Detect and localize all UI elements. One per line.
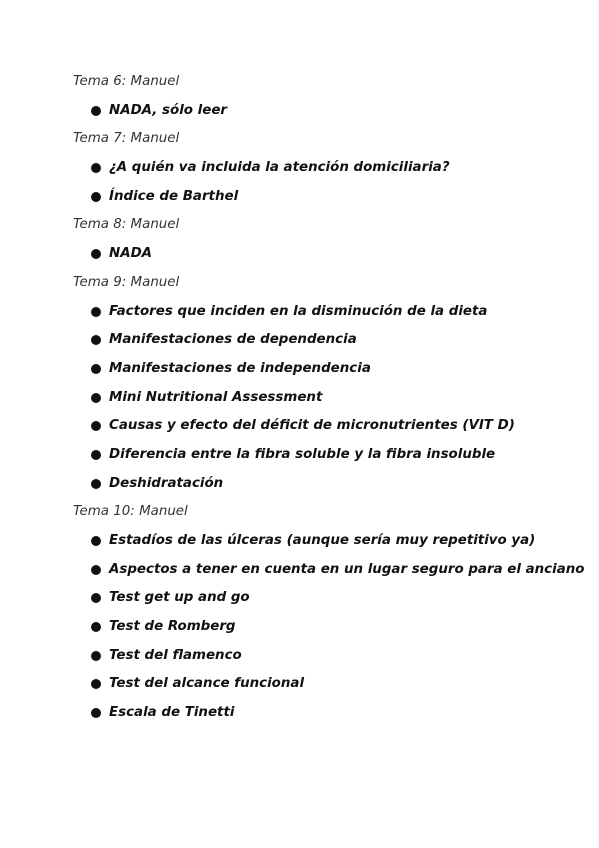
list-item	[73, 244, 573, 273]
section-heading: Tema 9: Manuel	[73, 274, 180, 290]
list-item	[73, 474, 573, 503]
section-heading: Tema 10: Manuel	[73, 504, 188, 520]
bullet-icon	[91, 651, 101, 661]
list-item-text: NADA	[109, 246, 153, 262]
list-item-text: Índice de Barthel	[109, 188, 239, 204]
list-item	[73, 646, 573, 675]
list-item-text: Manifestaciones de independencia	[109, 360, 371, 376]
list-item-text: NADA, sólo leer	[109, 102, 228, 118]
list-item	[73, 330, 573, 359]
list-item	[73, 158, 573, 187]
list-item	[73, 302, 573, 331]
list-item	[73, 617, 573, 646]
list-item-text: Manifestaciones de dependencia	[109, 332, 357, 348]
bullet-icon	[91, 307, 101, 317]
list-item-text: Test del flamenco	[109, 647, 242, 663]
bullet-icon	[91, 335, 101, 345]
bullet-icon	[91, 450, 101, 460]
section-tema-9	[73, 273, 573, 503]
list-item	[73, 674, 573, 703]
section-heading: Tema 8: Manuel	[73, 217, 180, 233]
bullet-icon	[91, 421, 101, 431]
list-item-text: Test de Romberg	[109, 619, 236, 635]
bullet-icon	[91, 565, 101, 575]
list-item-text: Test get up and go	[109, 590, 250, 606]
section-tema-7	[73, 129, 573, 215]
list-item	[73, 445, 573, 474]
bullet-icon	[91, 163, 101, 173]
list-item-text: Aspectos a tener en cuenta en un lugar seguro para el anciano	[109, 561, 585, 577]
section-tema-8	[73, 215, 573, 272]
list-item	[73, 560, 585, 589]
list-item	[73, 531, 573, 560]
list-item-text: Deshidratación	[109, 475, 224, 491]
bullet-list	[73, 101, 573, 130]
list-item	[73, 416, 573, 445]
bullet-icon	[91, 622, 101, 632]
bullet-icon	[91, 192, 101, 202]
bullet-list	[73, 158, 573, 215]
bullet-icon	[91, 708, 101, 718]
bullet-list	[73, 531, 585, 732]
section-tema-10	[73, 502, 585, 732]
bullet-icon	[91, 393, 101, 403]
list-item	[73, 359, 573, 388]
list-item-text: Mini Nutritional Assessment	[109, 389, 323, 405]
section-heading: Tema 7: Manuel	[73, 131, 180, 147]
bullet-icon	[91, 679, 101, 689]
list-item-text: Estadíos de las úlceras (aunque sería muy repetitivo ya)	[109, 533, 536, 548]
bullet-list	[73, 302, 573, 503]
list-item	[73, 388, 573, 417]
bullet-icon	[91, 593, 101, 603]
list-item-text: Test del alcance funcional	[109, 676, 305, 692]
list-item-text: Causas y efecto del déficit de micronutrientes (VIT D)	[109, 418, 515, 434]
list-item-text: Factores que inciden en la disminución de la dieta	[109, 303, 488, 319]
list-item	[73, 101, 573, 130]
bullet-list	[73, 244, 573, 273]
section-tema-6	[73, 72, 573, 129]
section-heading: Tema 6: Manuel	[73, 74, 180, 89]
list-item	[73, 588, 573, 617]
bullet-icon	[91, 536, 101, 546]
bullet-icon	[91, 479, 101, 489]
bullet-icon	[91, 106, 101, 116]
bullet-icon	[91, 364, 101, 374]
bullet-icon	[91, 249, 101, 259]
list-item	[73, 187, 573, 216]
list-item-text: Diferencia entre la fibra soluble y la fibra insoluble	[109, 446, 496, 462]
list-item-text: Escala de Tinetti	[109, 705, 235, 721]
list-item	[73, 703, 573, 732]
document-content	[73, 72, 585, 732]
list-item-text: ¿A quién va incluida la atención domiciliaria?	[109, 160, 450, 176]
